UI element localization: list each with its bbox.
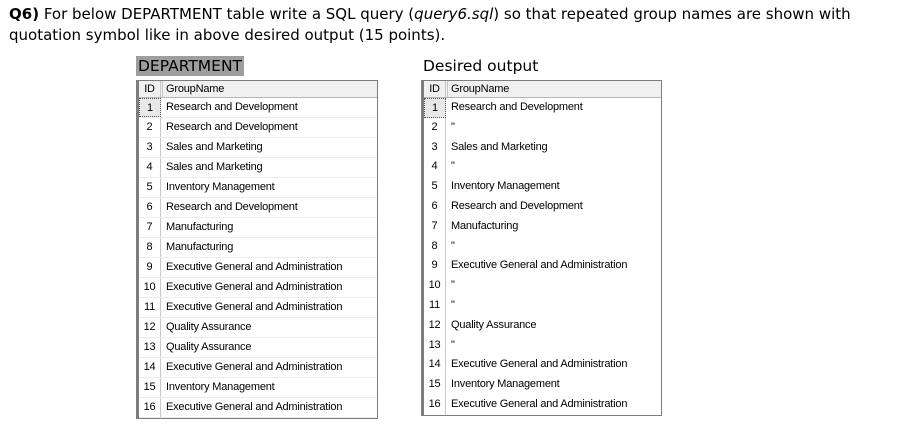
cell-groupname: Executive General and Administration bbox=[451, 358, 628, 371]
cell-groupname: Quality Assurance bbox=[451, 318, 537, 331]
cell-id: 2 bbox=[139, 118, 161, 137]
cell-groupname: Executive General and Administration bbox=[166, 401, 343, 413]
cell-id: 11 bbox=[424, 296, 446, 316]
cell-groupname: Executive General and Administration bbox=[166, 261, 343, 273]
table-row[interactable] bbox=[139, 178, 377, 198]
table-row[interactable] bbox=[424, 237, 661, 257]
query-filename: query6.sql bbox=[414, 5, 494, 23]
cell-groupname: " bbox=[451, 160, 455, 173]
cell-groupname: " bbox=[451, 239, 455, 252]
cell-id: 8 bbox=[139, 238, 161, 257]
table-row[interactable] bbox=[424, 98, 661, 118]
cell-id: 3 bbox=[139, 138, 161, 157]
cell-groupname: Manufacturing bbox=[451, 219, 519, 232]
department-caption: DEPARTMENT bbox=[138, 57, 243, 75]
cell-id: 16 bbox=[139, 398, 161, 417]
cell-groupname: Quality Assurance bbox=[166, 341, 252, 353]
cell-id: 16 bbox=[424, 395, 446, 415]
cell-id: 13 bbox=[424, 336, 446, 356]
cell-id: 10 bbox=[139, 278, 161, 297]
table-row[interactable] bbox=[424, 118, 661, 138]
table-row[interactable] bbox=[139, 238, 377, 258]
cell-groupname: Inventory Management bbox=[451, 180, 560, 193]
cell-id: 14 bbox=[139, 358, 161, 377]
cell-id: 13 bbox=[139, 338, 161, 357]
cell-id: 14 bbox=[424, 355, 446, 375]
table-row[interactable] bbox=[424, 256, 661, 276]
table-row[interactable] bbox=[424, 138, 661, 158]
cell-groupname: Quality Assurance bbox=[166, 321, 252, 333]
table-row[interactable] bbox=[139, 298, 377, 318]
cell-id: 7 bbox=[139, 218, 161, 237]
table-row[interactable] bbox=[139, 338, 377, 358]
table-row[interactable] bbox=[424, 157, 661, 177]
cell-groupname: Executive General and Administration bbox=[166, 281, 343, 293]
cell-groupname: Executive General and Administration bbox=[166, 301, 343, 313]
column-header-id: ID bbox=[139, 81, 161, 97]
cell-id: 5 bbox=[139, 178, 161, 197]
cell-groupname: Sales and Marketing bbox=[166, 161, 263, 173]
table-row[interactable] bbox=[139, 258, 377, 278]
desired-output-caption: Desired output bbox=[423, 57, 539, 75]
cell-groupname: Executive General and Administration bbox=[451, 259, 628, 272]
table-row[interactable] bbox=[139, 118, 377, 138]
cell-id: 12 bbox=[139, 318, 161, 337]
table-header bbox=[139, 81, 377, 98]
cell-groupname: Executive General and Administration bbox=[451, 397, 628, 410]
cell-id: 1 bbox=[139, 98, 161, 117]
cell-id: 3 bbox=[424, 138, 446, 158]
question-text-after: ) so that repeated group names are shown with quotation symbol like in above desired output (15 points). bbox=[9, 5, 851, 44]
cell-groupname: " bbox=[451, 298, 455, 311]
cell-groupname: Research and Development bbox=[451, 199, 583, 212]
cell-id: 10 bbox=[424, 276, 446, 296]
table-row[interactable] bbox=[139, 198, 377, 218]
desired-output-table bbox=[421, 80, 662, 416]
cell-id: 6 bbox=[424, 197, 446, 217]
column-header-groupname: GroupName bbox=[447, 81, 661, 97]
cell-groupname: Sales and Marketing bbox=[451, 140, 548, 153]
table-row[interactable] bbox=[424, 375, 661, 395]
column-header-id: ID bbox=[424, 81, 446, 97]
cell-groupname: " bbox=[451, 120, 455, 133]
table-row[interactable] bbox=[139, 278, 377, 298]
table-row[interactable] bbox=[424, 197, 661, 217]
table-row[interactable] bbox=[139, 138, 377, 158]
table-row[interactable] bbox=[424, 336, 661, 356]
cell-id: 6 bbox=[139, 198, 161, 217]
cell-groupname: Executive General and Administration bbox=[166, 361, 343, 373]
question-text-before: For below DEPARTMENT table write a SQL query ( bbox=[39, 5, 415, 23]
column-header-groupname: GroupName bbox=[162, 81, 377, 97]
question-text bbox=[9, 4, 899, 46]
cell-groupname: Inventory Management bbox=[166, 381, 275, 393]
cell-id: 8 bbox=[424, 237, 446, 257]
cell-id: 15 bbox=[424, 375, 446, 395]
table-row[interactable] bbox=[424, 177, 661, 197]
table-row[interactable] bbox=[139, 378, 377, 398]
cell-id: 5 bbox=[424, 177, 446, 197]
cell-id: 9 bbox=[139, 258, 161, 277]
table-row[interactable] bbox=[139, 218, 377, 238]
question-label: Q6) bbox=[9, 5, 40, 23]
cell-groupname: " bbox=[451, 279, 455, 292]
table-row[interactable] bbox=[424, 276, 661, 296]
table-row[interactable] bbox=[139, 158, 377, 178]
table-row[interactable] bbox=[139, 358, 377, 378]
cell-id: 4 bbox=[424, 157, 446, 177]
cell-groupname: Research and Development bbox=[166, 201, 298, 213]
cell-groupname: Manufacturing bbox=[166, 221, 234, 233]
cell-id: 2 bbox=[424, 118, 446, 138]
cell-id: 9 bbox=[424, 256, 446, 276]
table-row[interactable] bbox=[424, 316, 661, 336]
table-row[interactable] bbox=[139, 318, 377, 338]
table-row[interactable] bbox=[139, 98, 377, 118]
cell-id: 1 bbox=[424, 98, 446, 118]
cell-groupname: " bbox=[451, 338, 455, 351]
department-table bbox=[136, 80, 378, 419]
cell-groupname: Research and Development bbox=[451, 101, 583, 113]
cell-groupname: Inventory Management bbox=[451, 378, 560, 391]
cell-groupname: Manufacturing bbox=[166, 241, 234, 253]
cell-groupname: Inventory Management bbox=[166, 181, 275, 193]
cell-groupname: Research and Development bbox=[166, 101, 298, 113]
cell-groupname: Research and Development bbox=[166, 121, 298, 133]
table-row[interactable] bbox=[424, 296, 661, 316]
table-row[interactable] bbox=[424, 217, 661, 237]
cell-id: 11 bbox=[139, 298, 161, 317]
table-row[interactable] bbox=[139, 398, 377, 418]
cell-id: 4 bbox=[139, 158, 161, 177]
cell-id: 15 bbox=[139, 378, 161, 397]
table-row[interactable] bbox=[424, 395, 661, 415]
cell-id: 12 bbox=[424, 316, 446, 336]
table-header bbox=[424, 81, 661, 98]
cell-id: 7 bbox=[424, 217, 446, 237]
cell-groupname: Sales and Marketing bbox=[166, 141, 263, 153]
table-row[interactable] bbox=[424, 355, 661, 375]
